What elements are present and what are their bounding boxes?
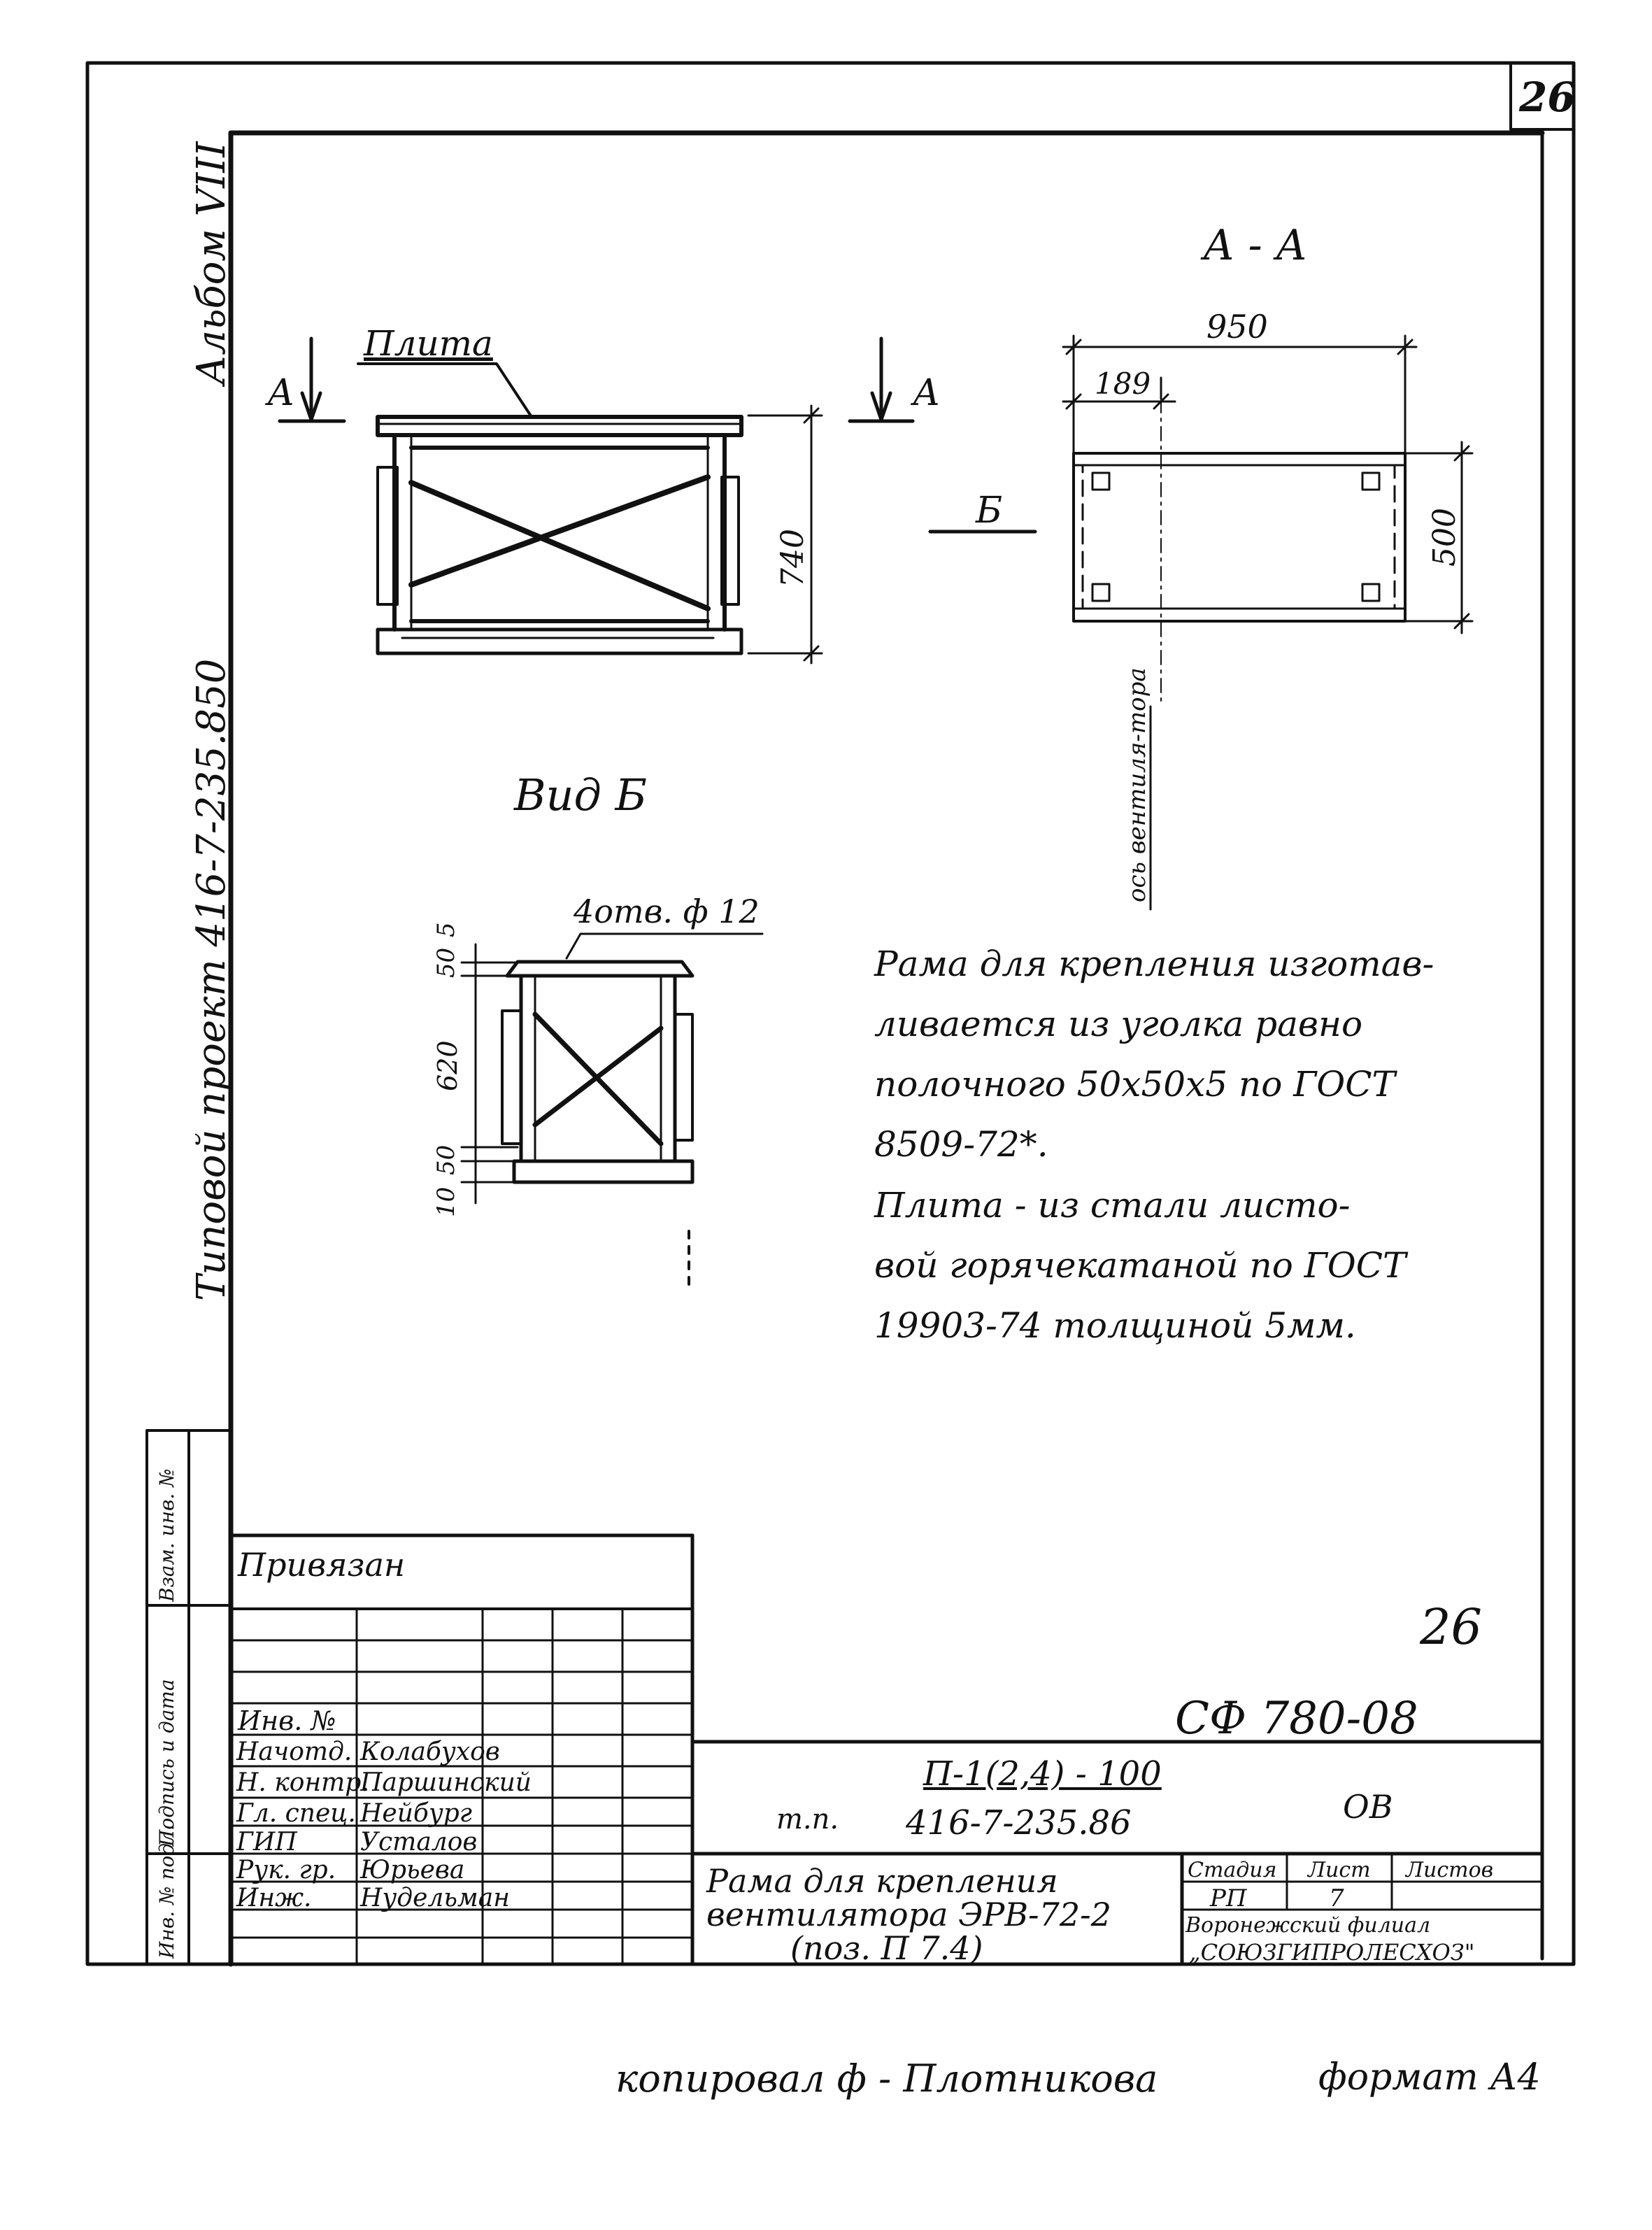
note-1: [874, 934, 1434, 1174]
plate-outline: [378, 417, 741, 435]
dim-10: 10: [432, 1186, 460, 1217]
stage-value: РП: [1210, 1884, 1247, 1912]
side-stamp-inv-original: Инв. № подл.: [155, 1824, 178, 1959]
section-mark-left: А: [267, 372, 295, 414]
project-label: Типовой проект 416-7-235.850: [189, 658, 234, 1301]
doc-code: СФ 780-08: [1175, 1693, 1418, 1745]
holes-label: 4отв. ф 12: [574, 893, 760, 930]
dim-5: 5: [432, 922, 460, 937]
drawing-title-line: Рама для крепления: [706, 1862, 1058, 1900]
staff-name: Усталов: [360, 1828, 478, 1856]
plate-label: Плита: [364, 323, 493, 364]
sheet-header: Лист: [1308, 1858, 1371, 1882]
tp-label: т.п.: [776, 1803, 839, 1835]
staff-role: Начотд.: [236, 1738, 353, 1766]
drawing-title: [706, 1864, 1111, 1965]
code-line-1: П-1(2,4) - 100: [923, 1754, 1162, 1794]
corner-sheet-number: 26: [1519, 73, 1576, 121]
dim-620: 620: [432, 1040, 463, 1091]
drawing-title-line: вентилятора ЭРВ-72-2: [706, 1896, 1111, 1933]
staff-role: Гл. спец.: [236, 1799, 356, 1828]
staff-name: Нейбург: [360, 1799, 472, 1828]
staff-name: Юрьева: [360, 1856, 465, 1884]
staff-role: Н. контр.: [236, 1768, 369, 1797]
dim-500: 500: [1427, 508, 1462, 567]
org-line-2: „СОЮЗГИПРОЛЕСХОЗ": [1189, 1939, 1475, 1966]
dim-950: 950: [1206, 308, 1268, 346]
staff-role: Инж.: [236, 1884, 312, 1912]
view-b-title: Вид Б: [514, 769, 648, 821]
staff-name: Паршинский: [360, 1768, 532, 1797]
stage-header: Стадия: [1188, 1858, 1277, 1882]
footer-copied-by: копировал ф - Плотникова: [615, 2057, 1158, 2101]
front-view: [378, 417, 741, 653]
note-2-line: 19903-74 толщиной 5мм.: [874, 1305, 1356, 1346]
note-1-line: ливается из уголка равно: [874, 1004, 1363, 1044]
dim-189: 189: [1095, 367, 1151, 401]
note-1-line: полочного 50х50х5 по ГОСТ: [874, 1064, 1395, 1105]
org-line-1: Воронежский филиал: [1185, 1913, 1431, 1938]
note-2-line: Плита - из стали листо-: [874, 1185, 1351, 1226]
ventilator-axis-label: ось вентиля-тора: [1123, 667, 1151, 902]
section-aa: [930, 336, 1472, 909]
note-2-line: вой горячекатаной по ГОСТ: [874, 1245, 1407, 1286]
footer-format: формат А4: [1318, 2057, 1541, 2098]
side-stamp-replace-inv: Взам. инв. №: [155, 1468, 178, 1602]
staff-name: Колабухов: [360, 1738, 500, 1766]
staff-role: Рук. гр.: [236, 1856, 336, 1884]
sheet-value: 7: [1329, 1884, 1344, 1912]
note-1-line: Рама для крепления изготав-: [874, 944, 1434, 984]
drawing-title-line: (поз. П 7.4): [790, 1929, 983, 1967]
staff-role: ГИП: [236, 1828, 297, 1856]
sheets-header: Листов: [1406, 1858, 1494, 1882]
section-title: А - А: [1203, 221, 1308, 270]
staff-name: Нудельман: [360, 1884, 510, 1912]
album-label: Альбом VIII: [189, 141, 234, 385]
view-b: [462, 934, 762, 1287]
side-stamp-signature-date: Подпись и дата: [155, 1679, 178, 1847]
note-1-line: 8509-72*.: [874, 1124, 1048, 1165]
section-mark-right: А: [913, 372, 941, 414]
code-suffix: ОВ: [1343, 1788, 1393, 1826]
inv-no-label: Инв. №: [238, 1705, 336, 1736]
code-line-2: 416-7-235.86: [906, 1803, 1132, 1842]
view-b-marker: Б: [976, 490, 1003, 532]
dim-50-bottom: 50: [432, 1144, 460, 1175]
note-2: [874, 1175, 1406, 1356]
dim-740: 740: [775, 529, 811, 588]
dim-50-top: 50: [432, 947, 460, 978]
sheet-number-big: 26: [1420, 1598, 1483, 1656]
privyazan-label: Привязан: [238, 1546, 406, 1584]
